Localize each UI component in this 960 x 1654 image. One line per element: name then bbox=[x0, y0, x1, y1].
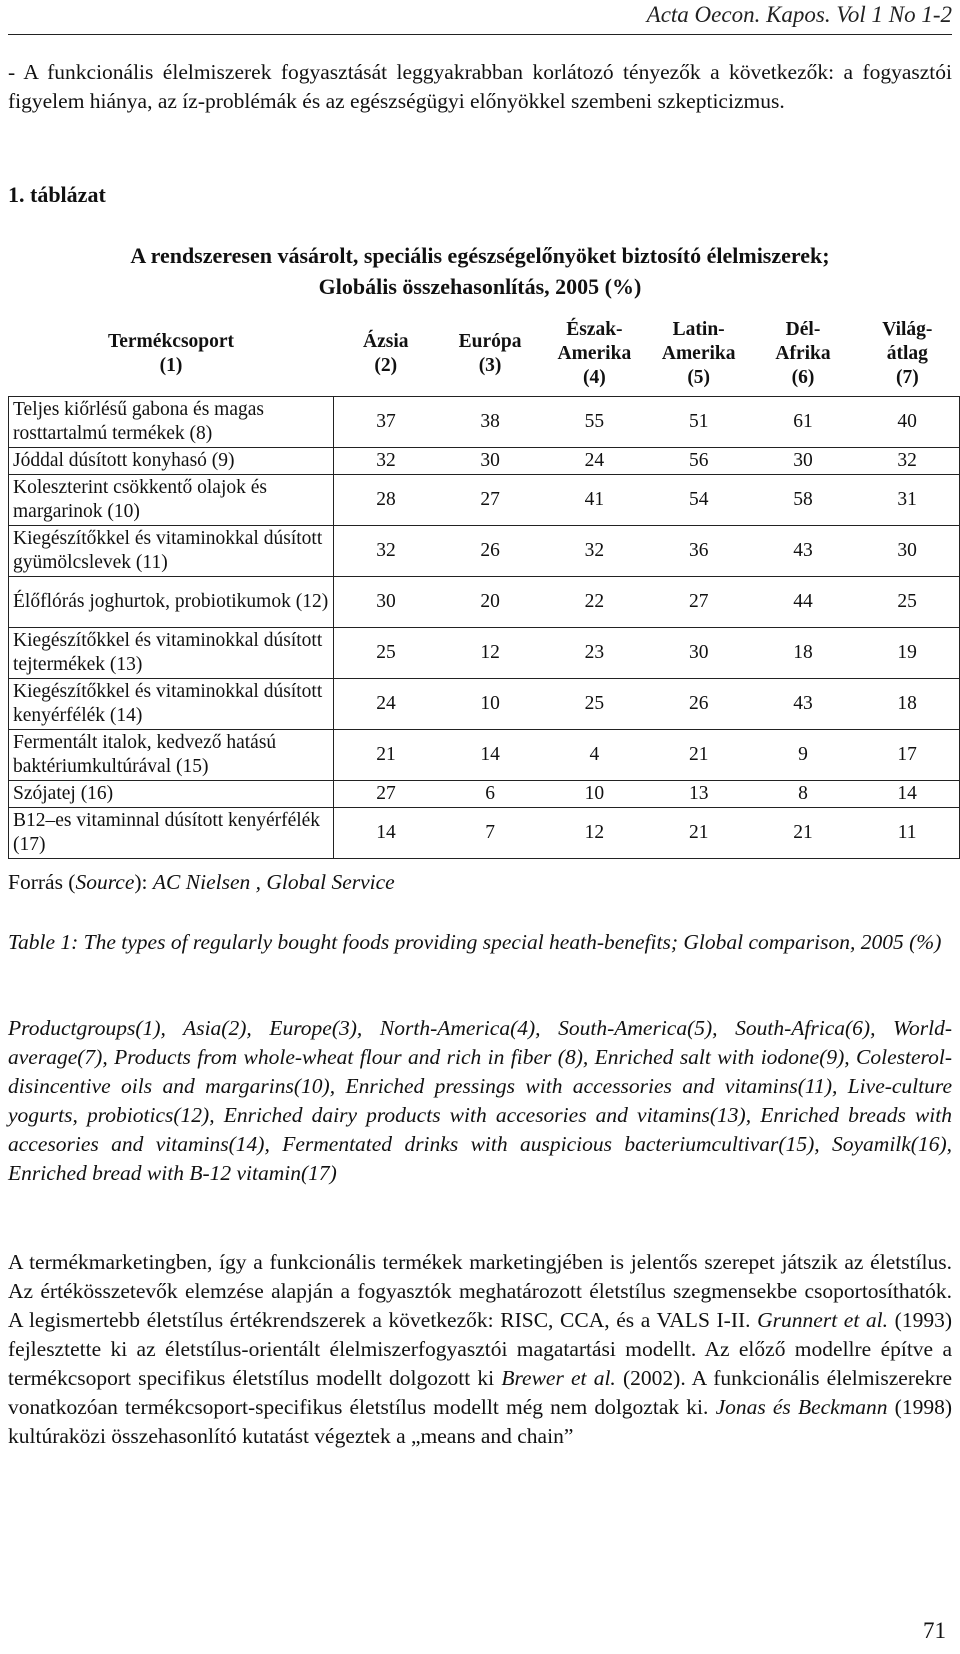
row-value: 9 bbox=[751, 730, 855, 781]
bullet-paragraph: - A funkcionális élelmiszerek fogyasztását leggyakrabban korlátozó tényezők a következők: a fogyasztói figyelem hiánya, az íz-problémák és az egészségügyi előnyökkel szembeni szkepticizmus. bbox=[8, 60, 952, 113]
row-value: 54 bbox=[647, 475, 751, 526]
data-table bbox=[8, 316, 960, 859]
row-label: Kiegészítőkkel és vitaminokkal dúsított gyümölcslevek (11) bbox=[9, 526, 334, 577]
row-label: Kiegészítőkkel és vitaminokkal dúsított kenyérfélék (14) bbox=[9, 679, 334, 730]
row-value: 61 bbox=[751, 397, 855, 448]
row-label: Szójatej (16) bbox=[9, 781, 334, 808]
citation-jonas-beckmann: Jonas és Beckmann bbox=[715, 1395, 888, 1419]
row-value: 14 bbox=[855, 781, 959, 808]
table-title bbox=[8, 240, 952, 302]
row-value: 7 bbox=[438, 808, 542, 859]
column-header-line: (2) bbox=[374, 355, 398, 376]
row-value: 55 bbox=[542, 397, 646, 448]
row-value: 30 bbox=[751, 448, 855, 475]
row-value: 38 bbox=[438, 397, 542, 448]
row-value: 4 bbox=[542, 730, 646, 781]
table-source bbox=[8, 870, 395, 895]
body-text-4: (1998) kultúraközi összehasonlító kutatást végeztek a „means and chain” bbox=[8, 1395, 953, 1448]
table-row bbox=[9, 526, 960, 577]
row-value: 20 bbox=[438, 577, 542, 628]
column-header-line: (5) bbox=[687, 367, 711, 388]
row-value: 28 bbox=[334, 475, 438, 526]
column-header-line: Amerika bbox=[661, 343, 736, 364]
row-value: 30 bbox=[438, 448, 542, 475]
column-header-region bbox=[334, 316, 438, 397]
column-header-region bbox=[751, 316, 855, 397]
table-title-line-1: A rendszeresen vásárolt, speciális egészségelőnyöket biztosító élelmiszerek; bbox=[130, 243, 830, 268]
row-value: 10 bbox=[438, 679, 542, 730]
row-value: 21 bbox=[647, 730, 751, 781]
body-text-2: (1993) fejlesztette ki az életstílus-orientált élelmiszerfogyasztói magatartási modellt. Az előző modellre építve a termékcsoport specifikus életstílus modellt dolgozott ki bbox=[8, 1308, 952, 1390]
row-value: 56 bbox=[647, 448, 751, 475]
header-rule bbox=[8, 34, 952, 35]
row-value: 43 bbox=[751, 526, 855, 577]
english-legend: Productgroups(1), Asia(2), Europe(3), North-America(4), South-America(5), South-Africa(6), World-average(7), Products from whole-wheat flour and rich in fiber (8), Enriched salt with iodone(9), Colesterol-disincentive oils and margarins(10), Enriched pressings with accessories and vitamins(11), Live-culture yogurts, probiotics(12), Enriched dairy products with accesories and vitamins(13), Enriched breads with accesories and vitamins(14), Fermentated drinks with auspicious bacteriumcultivar(15), Soyamilk(16), Enriched bread with B-12 vitamin(17) bbox=[8, 1016, 952, 1185]
column-header-region bbox=[438, 316, 542, 397]
column-header-line: (4) bbox=[583, 367, 606, 388]
row-value: 21 bbox=[647, 808, 751, 859]
row-value: 25 bbox=[334, 628, 438, 679]
column-header-line: (6) bbox=[791, 367, 815, 388]
table-row bbox=[9, 730, 960, 781]
row-value: 43 bbox=[751, 679, 855, 730]
table-title-line-2: Globális összehasonlítás, 2005 (%) bbox=[318, 274, 642, 299]
column-header-line: Európa bbox=[458, 331, 522, 352]
column-header-line: Termékcsoport bbox=[108, 331, 235, 352]
column-header-region bbox=[647, 316, 751, 397]
row-value: 22 bbox=[542, 577, 646, 628]
row-value: 30 bbox=[647, 628, 751, 679]
column-header-line: átlag bbox=[886, 343, 928, 364]
column-header-line: Észak- bbox=[566, 319, 623, 340]
row-value: 25 bbox=[855, 577, 959, 628]
table-row bbox=[9, 808, 960, 859]
body-text-3: (2002). A funkcionális élelmiszerekre vonatkozóan termékcsoport-specifikus életstílus modellt még nem dolgoztak ki. bbox=[8, 1366, 953, 1419]
row-value: 26 bbox=[647, 679, 751, 730]
source-mid: ): bbox=[134, 870, 153, 894]
row-value: 24 bbox=[542, 448, 646, 475]
row-value: 25 bbox=[542, 679, 646, 730]
row-value: 32 bbox=[334, 526, 438, 577]
row-value: 26 bbox=[438, 526, 542, 577]
table-row bbox=[9, 628, 960, 679]
row-value: 40 bbox=[855, 397, 959, 448]
row-label: Fermentált italok, kedvező hatású baktériumkultúrával (15) bbox=[9, 730, 334, 781]
row-value: 21 bbox=[751, 808, 855, 859]
row-value: 31 bbox=[855, 475, 959, 526]
row-value: 27 bbox=[334, 781, 438, 808]
body-paragraph bbox=[8, 1248, 952, 1451]
row-label: Kiegészítőkkel és vitaminokkal dúsított tejtermékek (13) bbox=[9, 628, 334, 679]
row-value: 44 bbox=[751, 577, 855, 628]
table-header-row bbox=[9, 316, 960, 397]
table-row bbox=[9, 781, 960, 808]
source-word: Source bbox=[75, 870, 135, 894]
row-value: 8 bbox=[751, 781, 855, 808]
column-header-line: Dél- bbox=[785, 319, 821, 340]
column-header-line: (7) bbox=[895, 367, 919, 388]
row-value: 10 bbox=[542, 781, 646, 808]
row-value: 18 bbox=[751, 628, 855, 679]
english-table-title: Table 1: The types of regularly bought foods providing special heath-benefits; Global comparison, 2005 (%) bbox=[8, 930, 942, 954]
row-value: 11 bbox=[855, 808, 959, 859]
column-header-region bbox=[855, 316, 959, 397]
table-row bbox=[9, 577, 960, 628]
table-row bbox=[9, 475, 960, 526]
row-value: 32 bbox=[542, 526, 646, 577]
row-value: 21 bbox=[334, 730, 438, 781]
row-value: 23 bbox=[542, 628, 646, 679]
row-value: 6 bbox=[438, 781, 542, 808]
body-text-1: A termékmarketingben, így a funkcionális termékek marketingjében is jelentős szerepet játszik az életstílus. Az értékösszetevők elemzése alapján a fogyasztók meghatározott életstílus szegmensekbe csoportosíthatók. A legismertebb életstílus értékrendszerek a következők: RISC, CCA, és a VALS I-II. bbox=[8, 1250, 952, 1332]
table-row bbox=[9, 448, 960, 475]
column-header-region bbox=[542, 316, 646, 397]
table-row bbox=[9, 397, 960, 448]
table-caption: 1. táblázat bbox=[8, 182, 106, 207]
page-number: 71 bbox=[923, 1618, 946, 1643]
column-header-product bbox=[9, 316, 334, 397]
row-label: Jóddal dúsított konyhasó (9) bbox=[9, 448, 334, 475]
row-label: Koleszterint csökkentő olajok és margarinok (10) bbox=[9, 475, 334, 526]
table-row bbox=[9, 679, 960, 730]
row-value: 19 bbox=[855, 628, 959, 679]
row-value: 51 bbox=[647, 397, 751, 448]
column-header-line: (1) bbox=[159, 355, 183, 376]
column-header-line: Latin- bbox=[672, 319, 725, 340]
row-value: 30 bbox=[855, 526, 959, 577]
source-name: AC Nielsen , Global Service bbox=[152, 870, 395, 894]
row-value: 58 bbox=[751, 475, 855, 526]
column-header-line: (3) bbox=[478, 355, 502, 376]
row-label: Teljes kiőrlésű gabona és magas rosttartalmú termékek (8) bbox=[9, 397, 334, 448]
column-header-line: Afrika bbox=[775, 343, 831, 364]
row-value: 24 bbox=[334, 679, 438, 730]
journal-reference: Acta Oecon. Kapos. Vol 1 No 1-2 bbox=[646, 2, 952, 27]
row-value: 18 bbox=[855, 679, 959, 730]
source-prefix: Forrás ( bbox=[8, 870, 76, 894]
row-value: 32 bbox=[334, 448, 438, 475]
column-header-line: Amerika bbox=[557, 343, 632, 364]
row-value: 27 bbox=[438, 475, 542, 526]
column-header-line: Világ- bbox=[882, 319, 933, 340]
column-header-line: Ázsia bbox=[363, 331, 409, 352]
row-value: 14 bbox=[334, 808, 438, 859]
citation-grunnert: Grunnert et al. bbox=[757, 1308, 889, 1332]
row-value: 36 bbox=[647, 526, 751, 577]
row-value: 17 bbox=[855, 730, 959, 781]
row-value: 27 bbox=[647, 577, 751, 628]
row-value: 37 bbox=[334, 397, 438, 448]
row-value: 41 bbox=[542, 475, 646, 526]
row-value: 13 bbox=[647, 781, 751, 808]
row-value: 14 bbox=[438, 730, 542, 781]
row-value: 12 bbox=[438, 628, 542, 679]
citation-brewer: Brewer et al. bbox=[501, 1366, 616, 1390]
row-value: 30 bbox=[334, 577, 438, 628]
row-value: 12 bbox=[542, 808, 646, 859]
row-label: B12–es vitaminnal dúsított kenyérfélék (17) bbox=[9, 808, 334, 859]
row-value: 32 bbox=[855, 448, 959, 475]
row-label: Élőflórás joghurtok, probiotikumok (12) bbox=[9, 577, 334, 628]
